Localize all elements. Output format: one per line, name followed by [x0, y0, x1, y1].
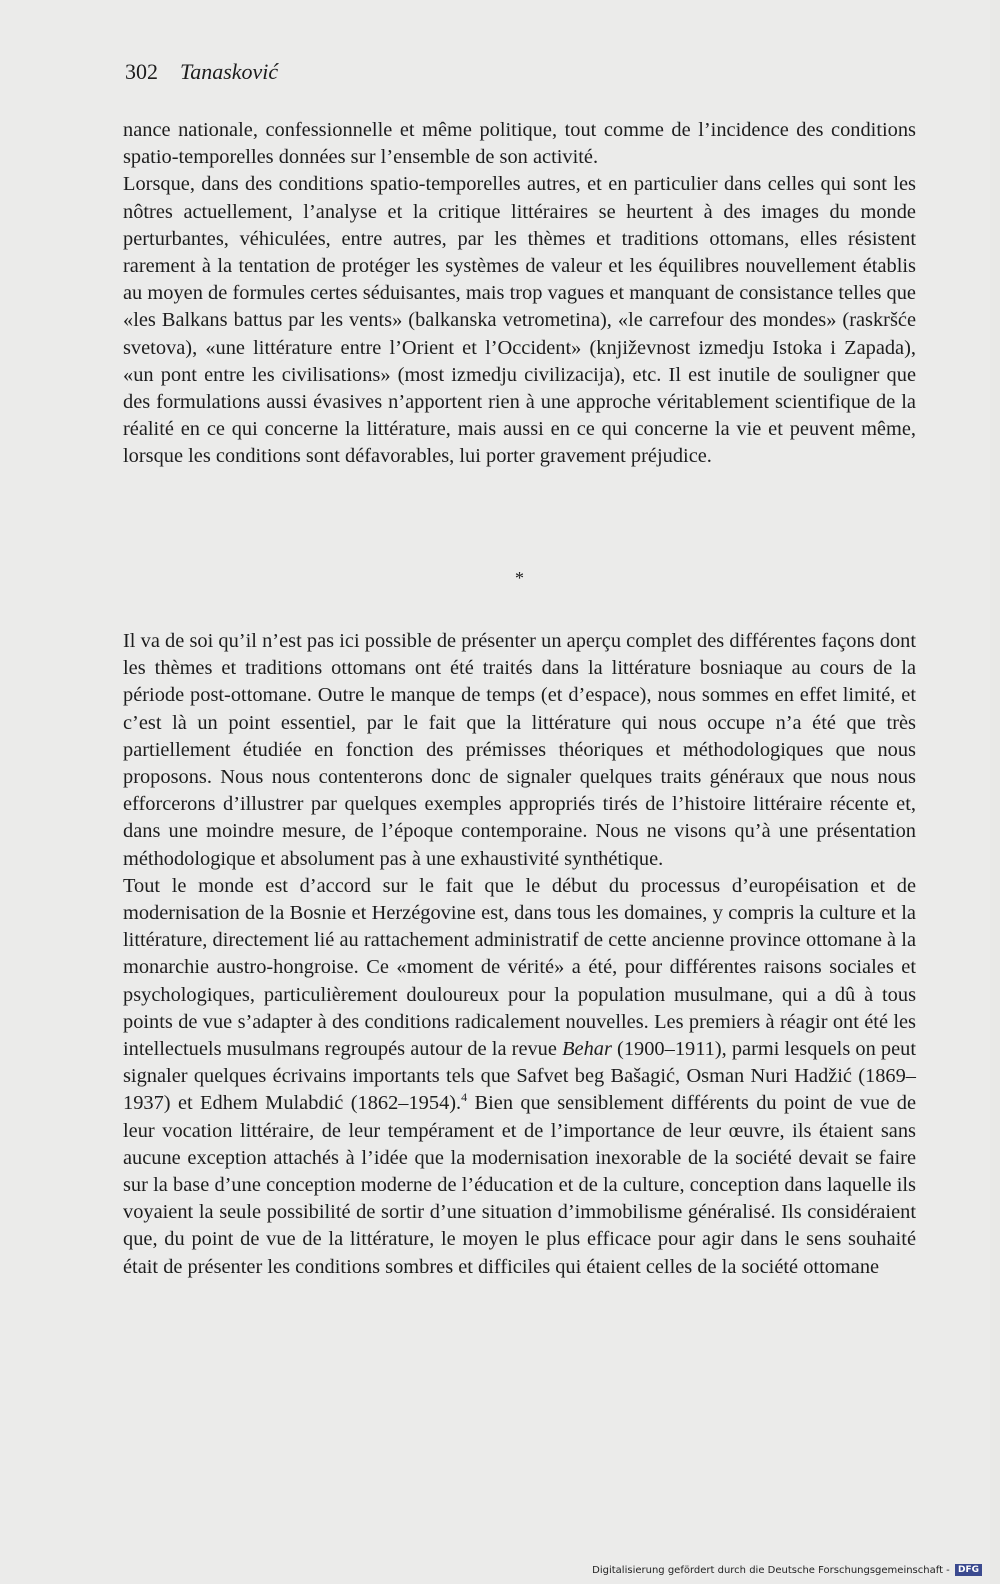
paragraph-text-part1: Tout le monde est d’accord sur le fait que le début du processus d’européisation et de modernisation de la Bosnie et Herzégovine est, dans tous les domaines, y compris la culture et la littérature, directement lié au rattachement administratif de cette ancienne province ottomane à la monarchie austro-hongroise. Ce «moment de vérité» a été, pour différentes raisons sociales et psychologiques, particulièrement douloureux pour la population musulmane, qui a dû à tous points de vue s’adapter à des conditions radicalement nouvelles. Les premiers à réagir ont été les intellectuels musulmans regroupés autour de la revue: [123, 874, 916, 1061]
paragraph-overview: Il va de soi qu’il n’est pas ici possible de présenter un aperçu complet des différentes façons dont les thèmes et traditions ottomans ont été traités dans la littérature bosniaque au cours de la période post-ottomane. Outre le manque de temps (et d’espace), nous sommes en effet limité, et c’est là un point essentiel, par le fait que la littérature qui nous occupe n’a été que très partiellement étudiée en fonction des prémisses théoriques et méthodologiques que nous proposons. Nous nous contenterons donc de signaler quelques traits généraux que nous nous efforcerons d’illustrer par quelques exemples appropriés tirés de l’histoire littéraire récente et, dans une moindre mesure, de l’époque contemporaine. Nous ne visons qu’à une présentation méthodologique et absolument pas à une exhaustivité synthétique.: [123, 630, 916, 870]
paragraph-critique: Lorsque, dans des conditions spatio-temporelles autres, et en particulier dans celles qui sont les nôtres actuellement, l’analyse et la critique littéraires se heurtent à des images du monde perturbantes, véhiculées, entre autres, par les thèmes et traditions ottomans, elles résistent rarement à la tentation de protéger les systèmes de valeur et les équilibres nouvellement établis au moyen de formules certes séduisantes, mais trop vagues et manquant de consistance telles que «les Balkans battus par les vents» (balkanska vetrometina), «le carrefour des mondes» (raskršće svetova), «une littérature entre l’Orient et l’Occident» (književnost izmedju Istoka i Zapada), «un pont entre les civilisations» (most izmedju civilizacija), etc. Il est inutile de souligner que des formulations aussi évasives n’apportent rien à une approche véritablement scientifique de la réalité en ce qui concerne la littérature, mais aussi en ce qui concerne la vie et peuvent même, lorsque les conditions sont défavorables, lui porter gravement préjudice.: [123, 173, 916, 468]
footer-credit: Digitalisierung gefördert durch die Deutsche Forschungsgemeinschaft -: [592, 1565, 950, 1576]
paragraph-text-part2: (1900–1911), parmi lesquels on peut signaler quelques écrivains importants tels que Safvet beg Bašagić, Osman Nuri Hadžić (1869–1937) et Edhem Mulabdić (1862–1954).: [123, 1038, 917, 1115]
text-block-bottom: [123, 628, 916, 1281]
digitization-footer: [592, 1564, 982, 1577]
paragraph-modernisation: [123, 873, 916, 1281]
paragraph-text-part3: Bien que sensiblement différents du point de vue de leur vocation littéraire, de leur tempérament et de l’importance de leur œuvre, ils étaient sans aucune exception attachés à l’idée que la modernisation inexorable de la société devait se faire sur la base d’une conception moderne de l’éducation et de la culture, conception dans laquelle ils voyaient la seule possibilité de sortir d’une situation d’immobilisme généralisé. Ils considéraient que, du point de vue de la littérature, le moyen le plus efficace pour agir dans le sens souhaité était de présenter les conditions sombres et difficiles qui étaient celles de la société ottomane: [123, 1092, 916, 1278]
journal-title: Behar: [562, 1038, 612, 1061]
paragraph-continuation: nance nationale, confessionnelle et même politique, tout comme de l’incidence des conditions spatio-temporelles données sur l’ensemble de son activité.: [123, 119, 916, 169]
section-separator: *: [515, 568, 524, 588]
page-number: 302: [125, 59, 158, 84]
dfg-logo: DFG: [955, 1564, 982, 1576]
running-header: [125, 58, 278, 86]
running-head-author: Tanasković: [180, 59, 279, 84]
footnote-marker: 4: [461, 1090, 468, 1105]
text-block-top: [123, 117, 916, 471]
